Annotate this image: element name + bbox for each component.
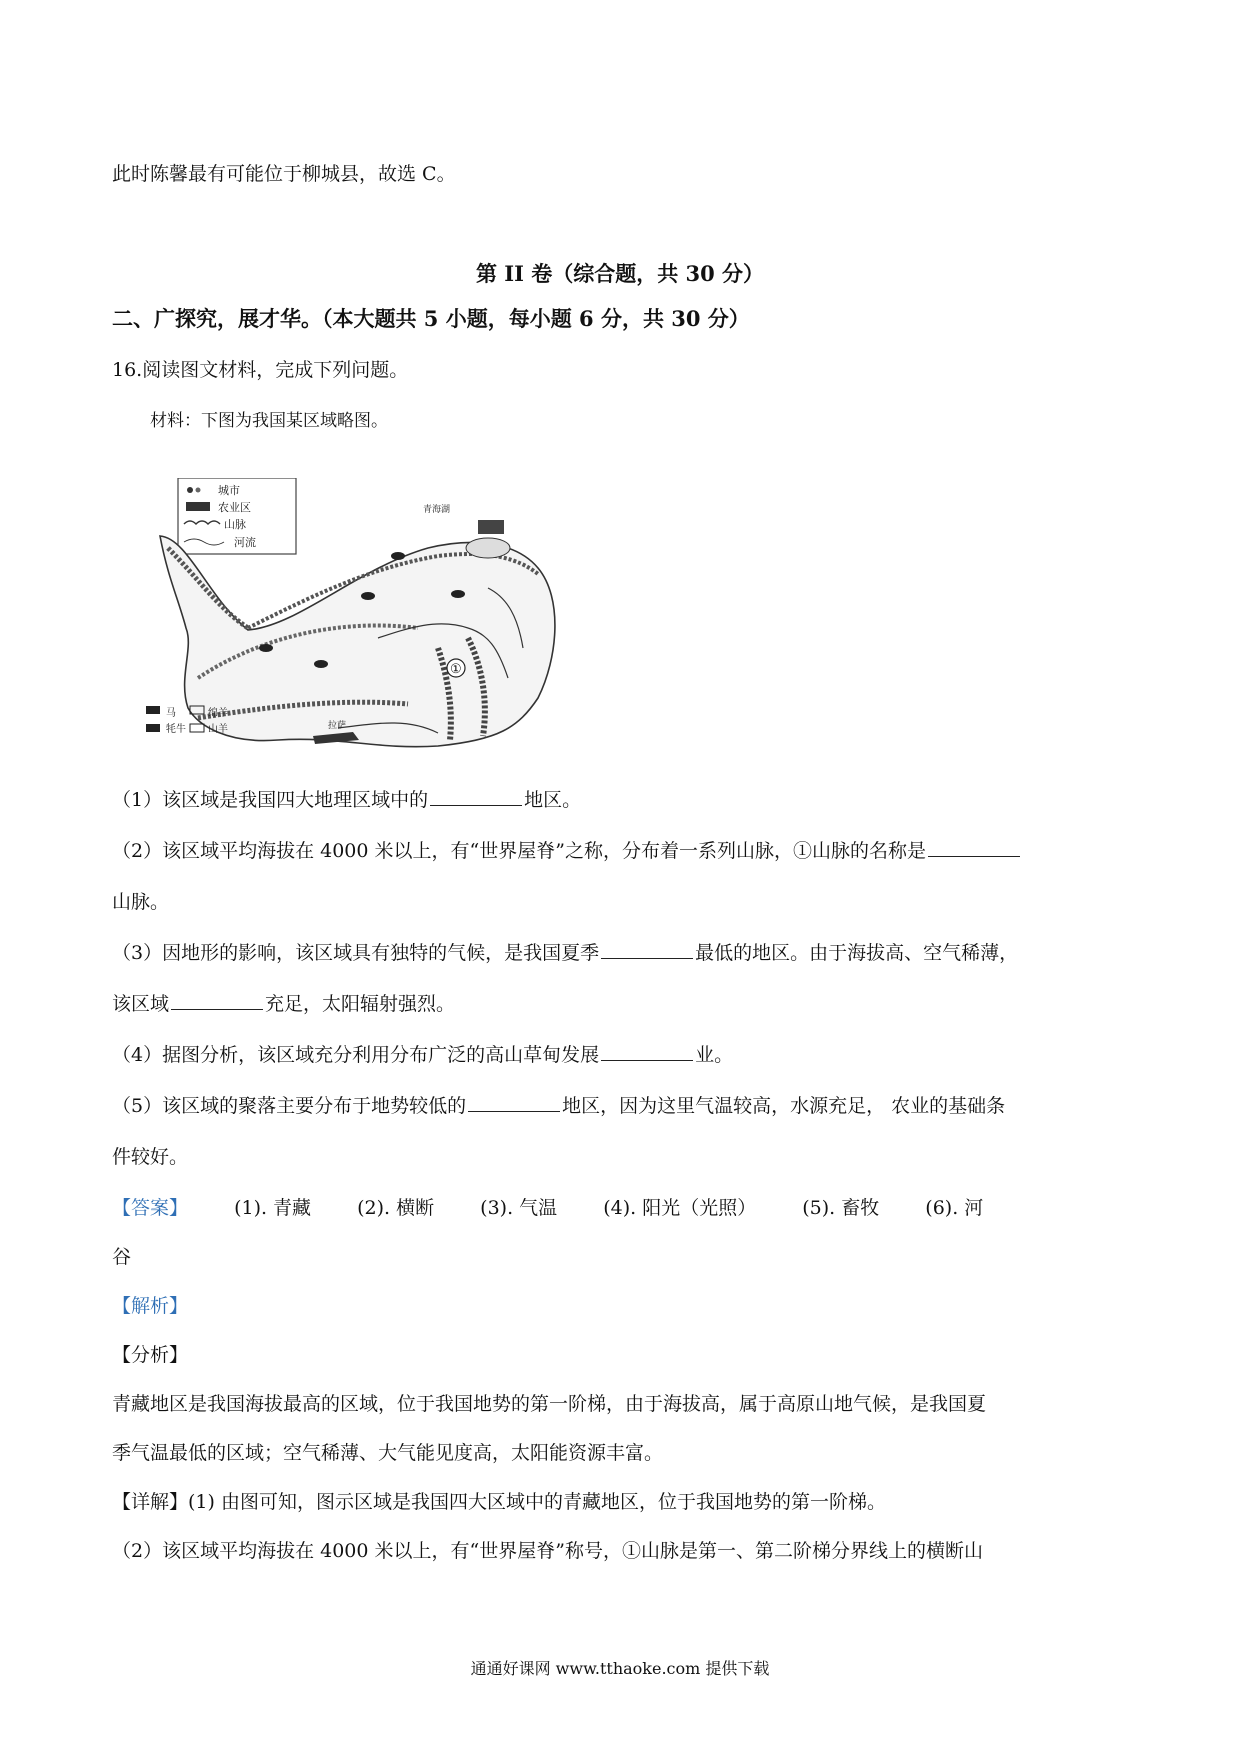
q1-blank <box>430 787 522 806</box>
part-title: 二、广探究，展才华。（本大题共 5 小题，每小题 6 分，共 30 分） <box>112 306 750 331</box>
answer-2: (2). 横断 <box>357 1197 435 1219</box>
q3-text-a: （3）因地形的影响，该区域具有独特的气候，是我国夏季 <box>112 942 600 964</box>
analysis-tag: 【解析】 <box>112 1295 189 1317</box>
q1-text-b: 地区。 <box>524 789 582 811</box>
fenxi-line-2: 季气温最低的区域；空气稀薄、大气能见度高，太阳能资源丰富。 <box>112 1442 664 1464</box>
legend-horse: 马 <box>166 708 176 719</box>
mountain-marker-1: ① <box>450 662 462 677</box>
q4-text-a: （4）据图分析，该区域充分利用分布广泛的高山草甸发展 <box>112 1044 600 1066</box>
q5-text-a: （5）该区域的聚落主要分布于地势较低的 <box>112 1095 467 1117</box>
legend-goat: 山羊 <box>208 724 228 735</box>
answer-6: (6). 河 <box>925 1197 984 1219</box>
question-16-4 <box>112 1041 733 1069</box>
legend-mountain: 山脉 <box>224 518 246 531</box>
q5-text-b: 地区，因为这里气温较高，水源充足， 农业的基础条 <box>562 1095 1006 1117</box>
question-16-stem: 16.阅读图文材料，完成下列问题。 <box>112 359 409 381</box>
q3-text-c: 该区域 <box>112 993 170 1015</box>
question-16-2-cont: 山脉。 <box>112 891 170 913</box>
legend-city: 城市 <box>218 484 240 497</box>
q2-blank <box>928 838 1020 857</box>
question-16-3 <box>112 939 1018 967</box>
page-footer: 通通好课网 www.tthaoke.com 提供下载 <box>470 1659 770 1678</box>
question-16-2 <box>112 837 1022 865</box>
paragraph-previous-answer: 此时陈馨最有可能位于柳城县，故选 C。 <box>112 163 456 185</box>
answer-tag: 【答案】 <box>112 1197 189 1219</box>
q4-text-b: 业。 <box>695 1044 734 1066</box>
q3-text-b: 最低的地区。由于海拔高、空气稀薄， <box>695 942 1019 964</box>
q2-text-a: （2）该区域平均海拔在 4000 米以上，有“世界屋脊”之称，分布着一系列山脉，①山脉的名称是 <box>112 840 926 862</box>
question-16-5 <box>112 1092 1005 1120</box>
label-lhasa: 拉萨 <box>328 721 347 731</box>
legend-river: 河流 <box>234 536 256 549</box>
legend-yak: 牦牛 <box>166 724 186 735</box>
q3-blank-1 <box>601 940 693 959</box>
detail-line-2: （2）该区域平均海拔在 4000 米以上，有“世界屋脊”称号，①山脉是第一、第二阶梯分界线上的横断山 <box>112 1540 983 1562</box>
q3-blank-2 <box>171 991 263 1010</box>
detail-line-1: 【详解】(1) 由图可知，图示区域是我国四大区域中的青藏地区，位于我国地势的第一阶梯。 <box>112 1491 886 1513</box>
legend-agri: 农业区 <box>218 501 251 514</box>
answer-5: (5). 畜牧 <box>802 1197 880 1219</box>
answer-line-cont: 谷 <box>112 1246 132 1268</box>
q1-text-a: （1）该区域是我国四大地理区域中的 <box>112 789 429 811</box>
answer-line <box>112 1194 983 1222</box>
q4-blank <box>601 1042 693 1061</box>
q3-text-d: 充足，太阳辐射强烈。 <box>265 993 456 1015</box>
q5-blank <box>468 1093 560 1112</box>
question-16-5-cont: 件较好。 <box>112 1146 189 1168</box>
region-map <box>138 478 568 756</box>
fenxi-tag: 【分析】 <box>112 1344 189 1366</box>
material-caption: 材料：下图为我国某区域略图。 <box>150 411 388 431</box>
question-16-3-cont <box>112 990 455 1018</box>
question-16-1 <box>112 786 581 814</box>
answer-1: (1). 青藏 <box>234 1197 312 1219</box>
label-qinghai-lake: 青海湖 <box>423 505 451 515</box>
legend-sheep: 绵羊 <box>208 708 228 719</box>
fenxi-line-1: 青藏地区是我国海拔最高的区域，位于我国地势的第一阶梯，由于海拔高，属于高原山地气候，是我国夏 <box>112 1393 987 1415</box>
answer-4: (4). 阳光（光照） <box>603 1197 757 1219</box>
section-title: 第 II 卷（综合题，共 30 分） <box>475 261 765 286</box>
answer-3: (3). 气温 <box>480 1197 558 1219</box>
